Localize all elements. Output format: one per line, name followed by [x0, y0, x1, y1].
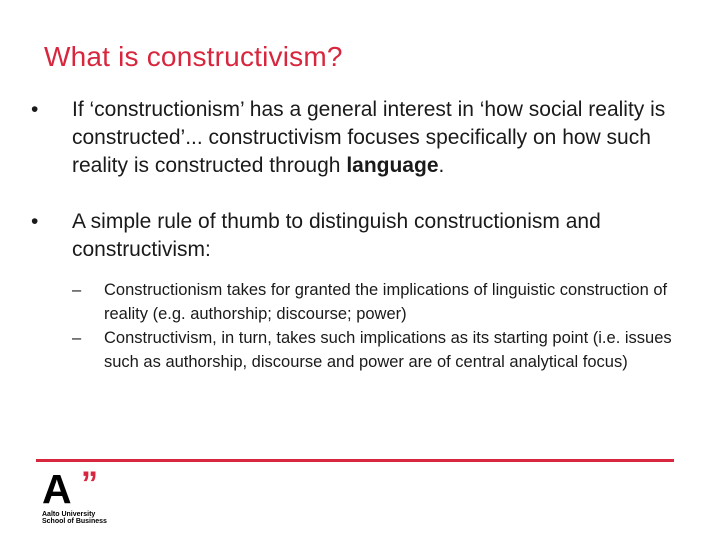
bullet-text: A simple rule of thumb to distinguish constructionism and constructivism:: [72, 210, 601, 261]
bullet-item: [28, 208, 708, 264]
bullet-item: [28, 96, 708, 180]
sub-bullet-text: Constructivism, in turn, takes such implications as its starting point (i.e. issues such as authorship, discourse and power are of central analytical focus): [104, 329, 672, 371]
bullet-text-end: .: [438, 154, 445, 177]
logo-quote-mark: ”: [81, 465, 98, 503]
sub-bullet-marker: –: [72, 281, 82, 299]
sub-bullet-item: [28, 326, 708, 374]
bullet-text: If ‘constructionism’ has a general interest in ‘how social reality is constructed’... constructivism focuses specifically on how such reality is constructed through: [72, 98, 666, 177]
bullet-bold-text: language: [346, 154, 439, 177]
sub-bullet-item: [28, 278, 708, 326]
sub-bullet-text: Constructionism takes for granted the implications of linguistic construction of reality (e.g. authorship; discourse; power): [104, 281, 668, 323]
aalto-logo: [40, 465, 130, 532]
footer-divider: [36, 459, 674, 462]
sub-bullet-marker: –: [72, 329, 82, 347]
bullet-marker: •: [31, 210, 39, 233]
bullet-marker: •: [31, 98, 39, 121]
logo-letter: A: [42, 466, 72, 512]
bullet-list: [28, 96, 708, 374]
slide-title: What is constructivism?: [44, 41, 343, 72]
logo-university-name: Aalto University: [42, 511, 96, 518]
logo-school-name: School of Business: [42, 518, 107, 525]
